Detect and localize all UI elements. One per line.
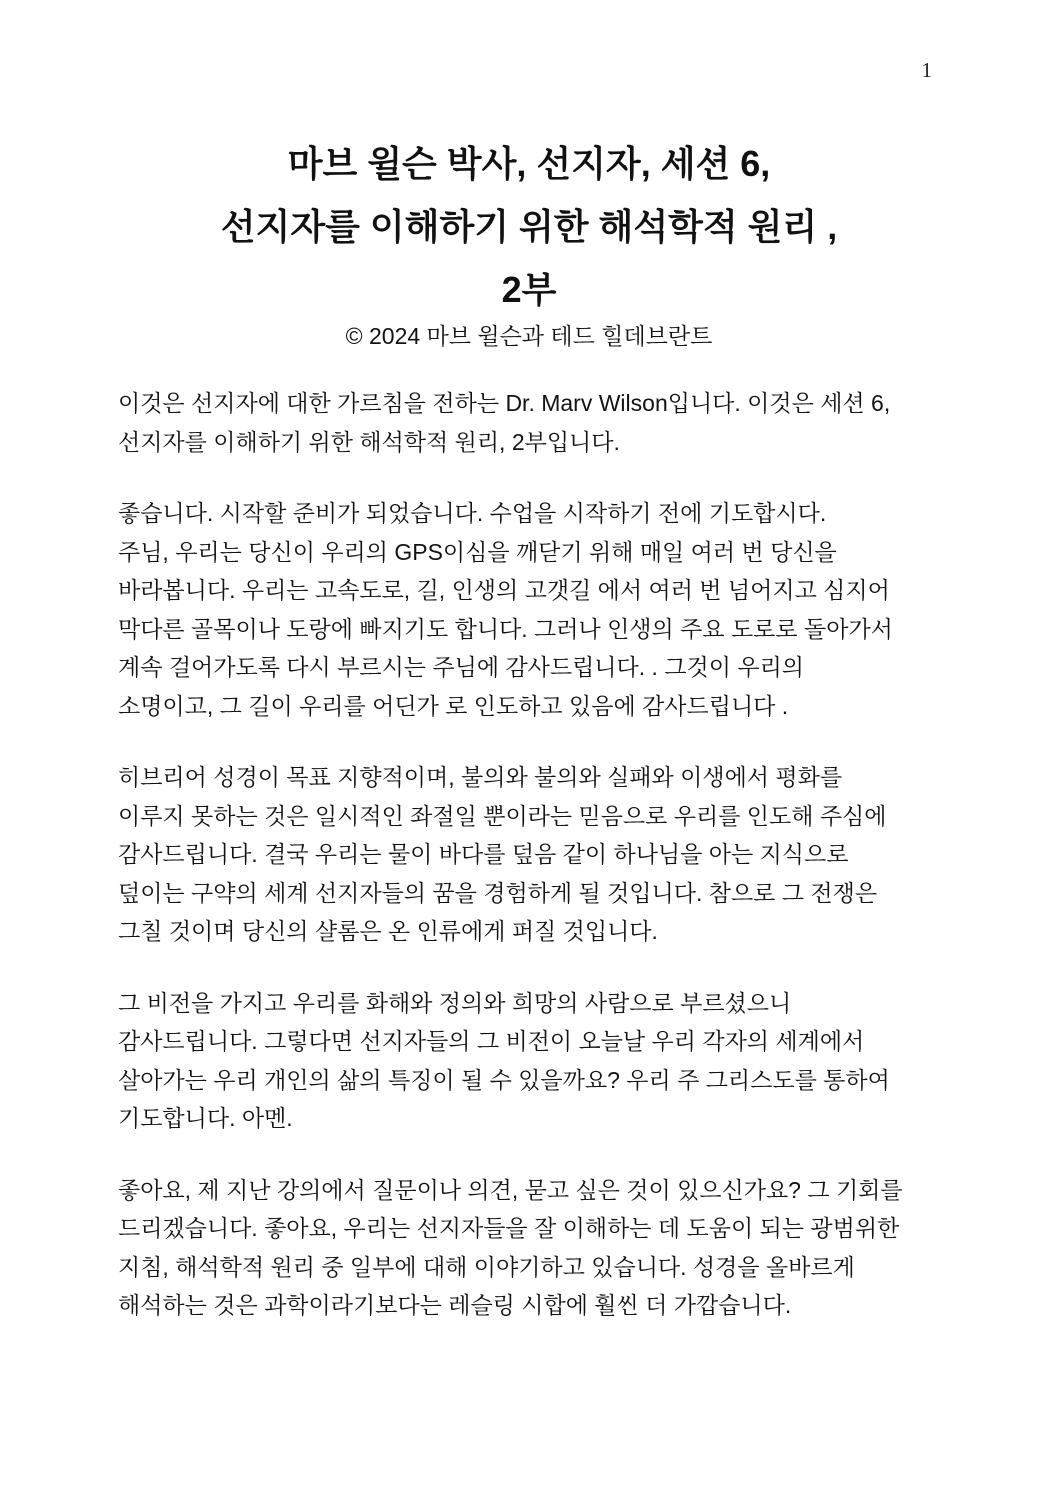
- text-line: 지침, 해석학적 원리 중 일부에 대해 이야기하고 있습니다. 성경을 올바르게: [118, 1253, 855, 1280]
- paragraph-prayer-hebrew-bible: [118, 758, 940, 951]
- paragraph-opening-prayer: [118, 494, 940, 725]
- document-body: [118, 384, 940, 1325]
- title-line-1: 마브 윌슨 박사, 선지자, 세션 6,: [287, 143, 771, 184]
- paragraph-lecture-recap: [118, 1171, 940, 1325]
- page-number: 1: [921, 58, 932, 82]
- text-line: 좋아요, 제 지난 강의에서 질문이나 의견, 묻고 싶은 것이 있으신가요? 그 기회를: [118, 1176, 903, 1203]
- copyright-byline: © 2024 마브 윌슨과 테드 힐데브란트: [345, 323, 713, 349]
- text-line: 소명이고, 그 길이 우리를 어딘가 로 인도하고 있음에 감사드립니다 .: [118, 692, 789, 719]
- title-line-2: 선지자를 이해하기 위한 해석학적 원리 ,: [220, 206, 838, 247]
- text-line: 그칠 것이며 당신의 샬롬은 온 인류에게 퍼질 것입니다.: [118, 918, 658, 944]
- text-line: 바라봅니다. 우리는 고속도로, 길, 인생의 고갯길 에서 여러 번 넘어지고 심지어: [118, 577, 890, 603]
- text-line: 주님, 우리는 당신이 우리의 GPS이심을 깨닫기 위해 매일 여러 번 당신을: [118, 538, 837, 565]
- text-line: 이것은 선지자에 대한 가르침을 전하는 Dr. Marv Wilson입니다. 이것은 세션 6,: [118, 390, 891, 416]
- text-line: 감사드립니다. 결국 우리는 물이 바다를 덮음 같이 하나님을 아는 지식으로: [118, 841, 849, 867]
- text-line: 히브리어 성경이 목표 지향적이며, 불의와 불의와 실패와 이생에서 평화를: [118, 764, 843, 790]
- paragraph-prayer-vision-amen: [118, 984, 940, 1138]
- text-line: 계속 걸어가도록 다시 부르시는 주님에 감사드립니다. . 그것이 우리의: [118, 654, 805, 680]
- text-line: 그 비전을 가지고 우리를 화해와 정의와 희망의 사람으로 부르셨으니: [118, 989, 792, 1016]
- text-line: 좋습니다. 시작할 준비가 되었습니다. 수업을 시작하기 전에 기도합시다.: [118, 500, 827, 526]
- text-line: 선지자를 이해하기 위한 해석학적 원리, 2부입니다.: [118, 428, 620, 455]
- text-line: 감사드립니다. 그렇다면 선지자들의 그 비전이 오늘날 우리 각자의 세계에서: [118, 1028, 865, 1054]
- text-line: 해석하는 것은 과학이라기보다는 레슬링 시합에 훨씬 더 가깝습니다.: [118, 1292, 792, 1318]
- text-line: 이루지 못하는 것은 일시적인 좌절일 뿐이라는 믿음으로 우리를 인도해 주심에: [118, 802, 887, 829]
- document-title: [0, 0, 1058, 321]
- title-line-3: 2부: [501, 269, 557, 310]
- paragraph-intro: [118, 384, 940, 461]
- text-line: 덮이는 구약의 세계 선지자들의 꿈을 경험하게 될 것입니다. 참으로 그 전쟁은: [118, 879, 878, 906]
- text-line: 막다른 골목이나 도랑에 빠지기도 합니다. 그러나 인생의 주요 도로로 돌아가서: [118, 615, 893, 642]
- text-line: 기도합니다. 아멘.: [118, 1105, 293, 1131]
- text-line: 드리겠습니다. 좋아요, 우리는 선지자들을 잘 이해하는 데 도움이 되는 광범위한: [118, 1215, 900, 1241]
- text-line: 살아가는 우리 개인의 삶의 특징이 될 수 있을까요? 우리 주 그리스도를 통하여: [118, 1066, 890, 1093]
